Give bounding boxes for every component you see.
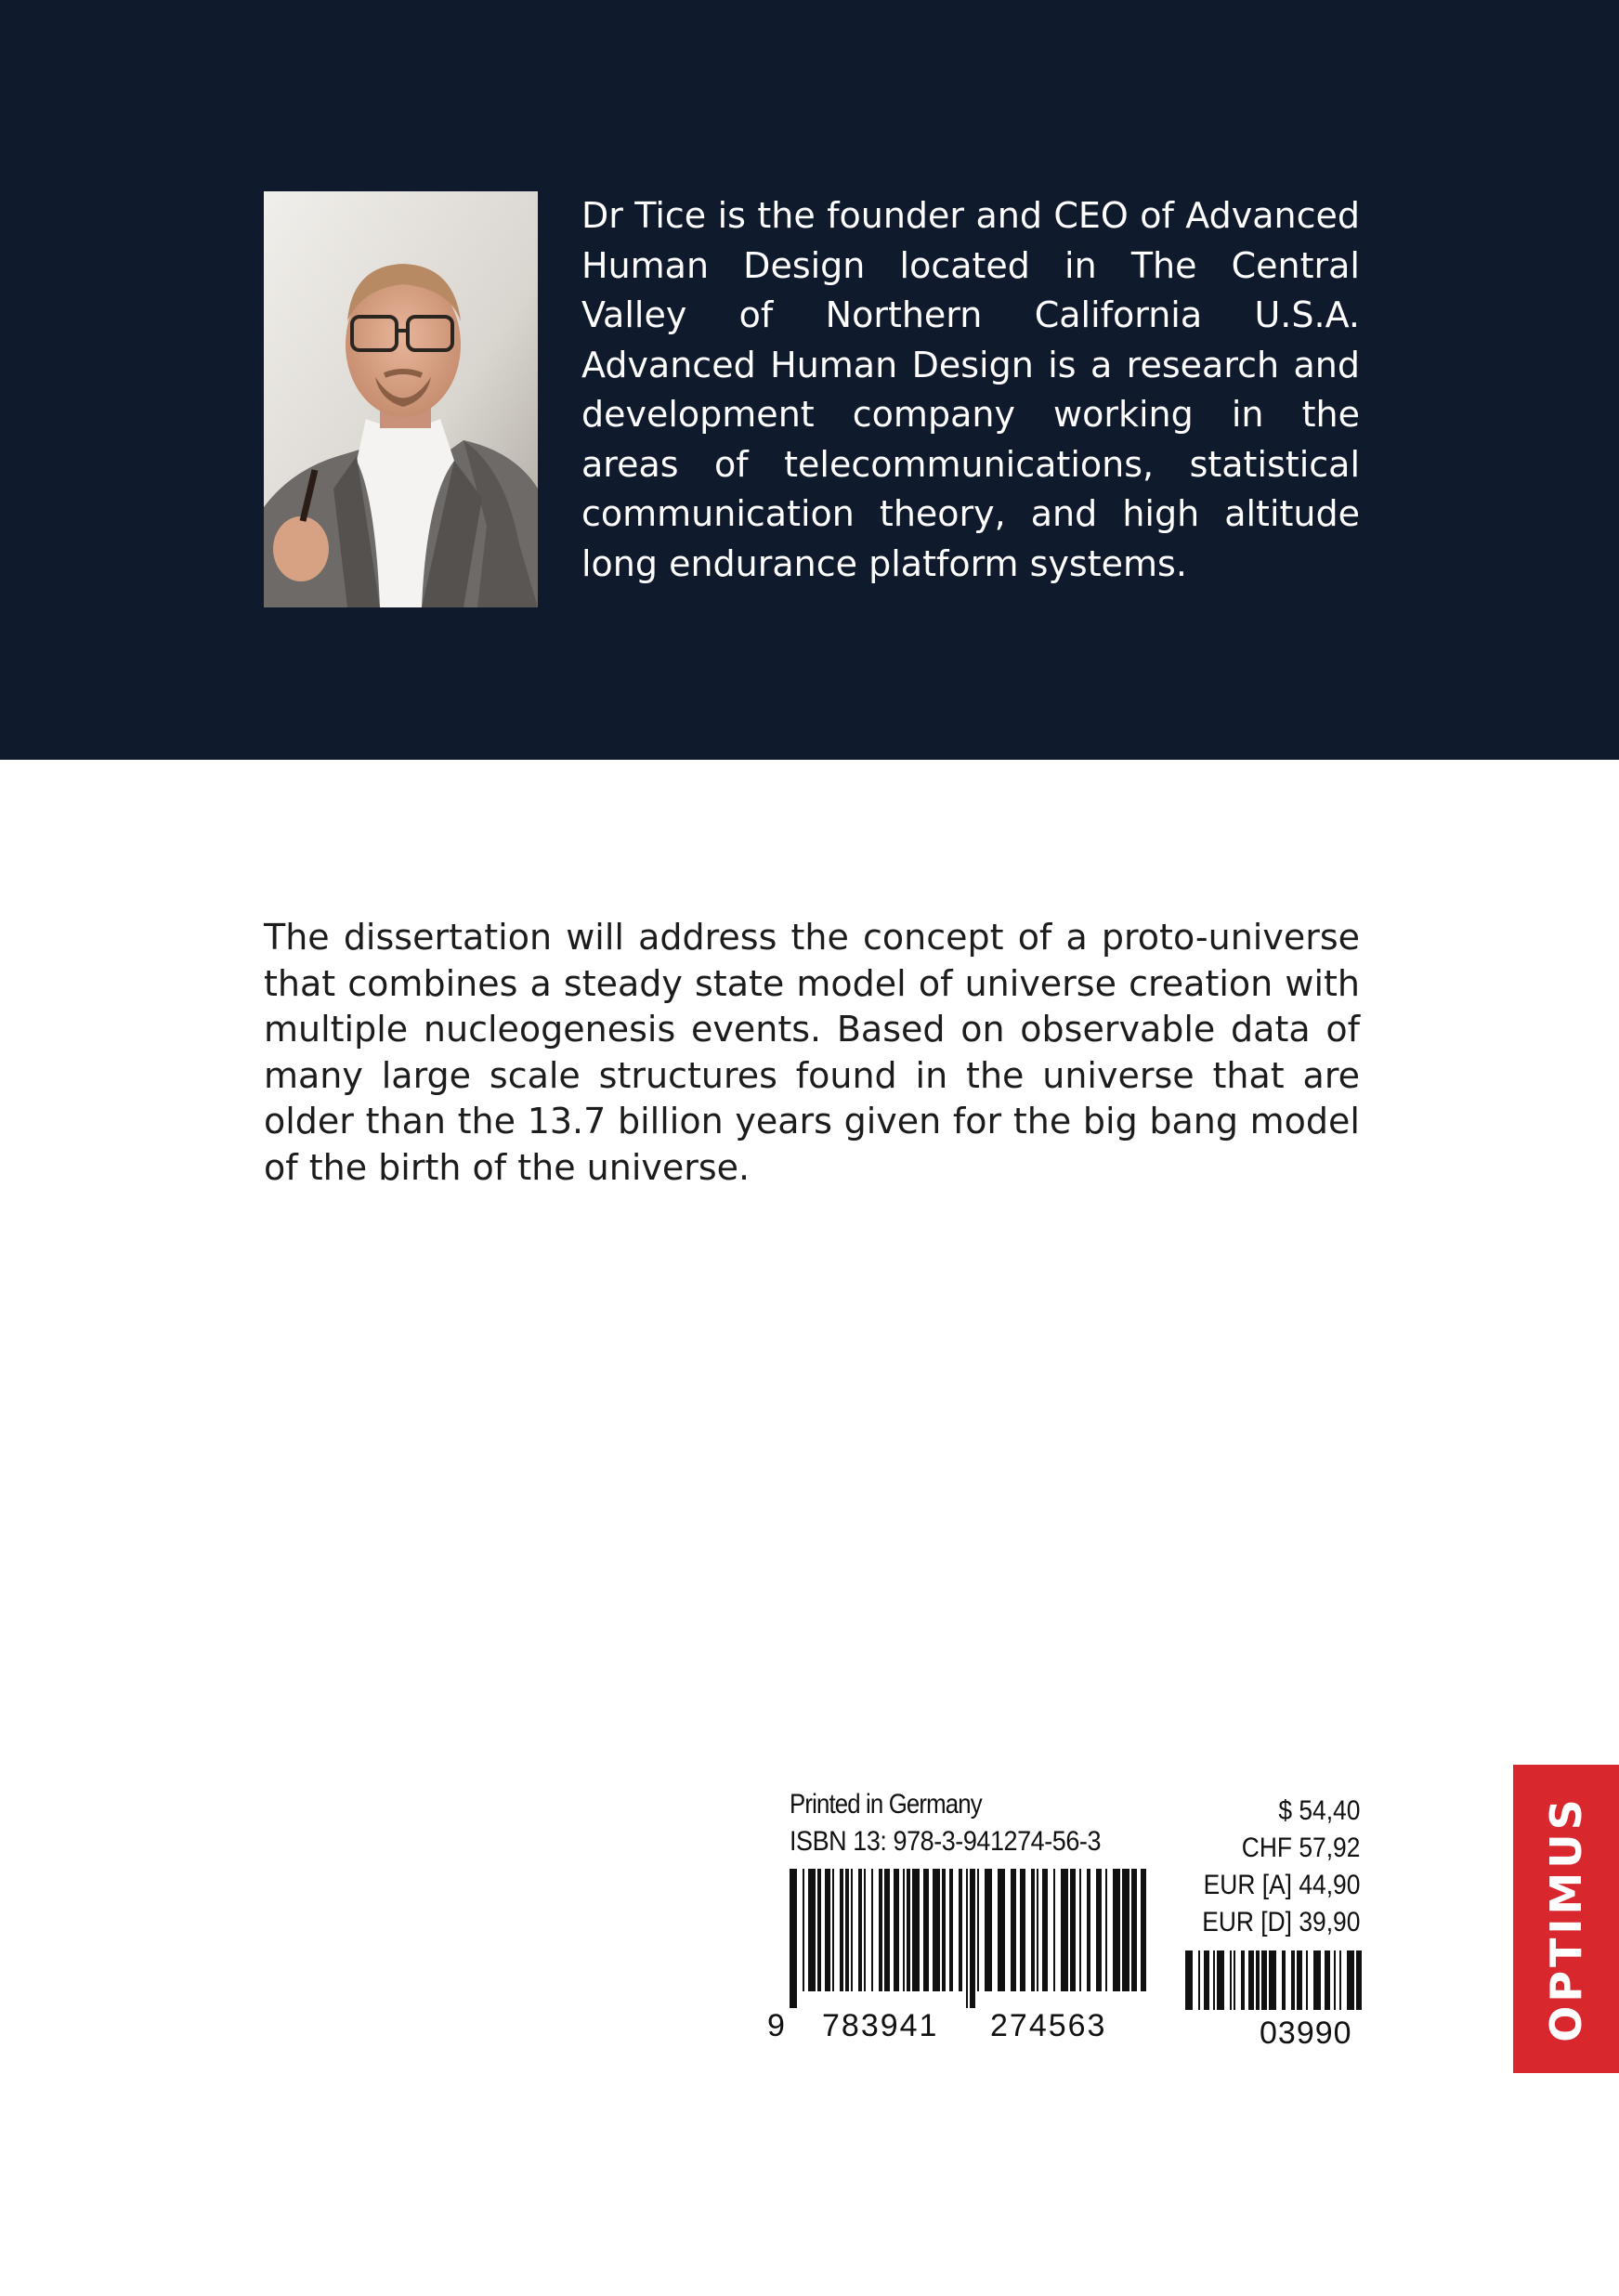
author-photo-image [264,191,538,607]
barcode-bar [907,1869,910,1991]
barcode-bar [1141,1869,1146,1991]
barcode-bar [1053,1869,1055,1991]
barcode-bar [871,1869,873,1991]
barcode-bar [923,1869,929,1991]
barcode-bar [879,1869,882,1991]
barcode-bar [858,1869,862,1991]
barcode-bar [884,1869,890,1991]
barcode-bar [1037,1869,1038,1991]
barcode-bar [1042,1869,1048,1991]
barcode-bar [803,1869,804,1991]
price-chf: CHF 57,92 [1241,1833,1360,1863]
price-code: 03990 [1260,2016,1352,2051]
barcode-bar [1334,1950,1336,2010]
barcode-bar [1079,1869,1081,1991]
barcode-bar [790,1869,797,2008]
price-eur-d: EUR [D] 39,90 [1201,1907,1360,1937]
price-usd: $ 54,40 [1277,1795,1360,1826]
isbn-label: ISBN 13: 978-3-941274-56-3 [790,1826,1102,1857]
barcode-bar [1198,1950,1200,2010]
barcode-bar [1061,1869,1068,1991]
isbn-barcode [790,1869,1152,2008]
barcode-bar [1234,1950,1235,2010]
author-photo [264,191,538,607]
barcode-bar [1011,1869,1016,1991]
barcode-bar [845,1869,849,1991]
price-list [1202,1793,1360,1941]
barcode-bar [1347,1950,1354,2010]
barcode-bar [959,1869,962,1991]
barcode-bar [1020,1869,1025,1991]
barcode-bar [825,1869,830,1991]
barcode-bar [1356,1950,1362,2010]
barcode-bar [864,1869,866,1991]
barcode-bar [808,1869,816,1991]
barcode-bar [1248,1950,1254,2010]
barcode-bar [1031,1869,1035,1991]
barcode-bar [894,1869,899,1991]
barcode-bar [1105,1869,1107,1991]
printed-in-label: Printed in Germany [790,1789,982,1820]
barcode-bar [970,1869,975,2008]
barcode-bar [1087,1869,1090,1991]
barcode-bar [933,1869,940,1991]
barcode-bar [942,1869,946,1991]
barcode-bar [998,1869,1005,1991]
barcode-bar [1213,1950,1215,2010]
barcode-bar [832,1869,834,1991]
barcode-digits-left: 783941 [822,2008,939,2043]
barcode-bar [817,1869,821,1991]
barcode-bar [1269,1950,1276,2010]
barcode-digit-first: 9 [767,2008,785,2043]
barcode-bar [985,1869,992,1991]
barcode-digits-right: 274563 [990,2008,1107,2043]
barcode-bar [977,1869,979,1991]
barcode-bar [1204,1950,1209,2010]
barcode-bar [1306,1950,1308,2010]
price-barcode [1185,1950,1362,2010]
author-bio: Dr Tice is the founder and CEO of Advanced Human Design located in The Central Valley of Northern California U.S.A. Advanced Human Design is a research and development company working in the areas of telecommunications, statistical communication theory, and high altitude long endurance platform systems. [581,195,1360,584]
barcode-bar [1185,1950,1193,2010]
publisher-tab [1513,1765,1619,2073]
barcode-bar [1256,1950,1260,2010]
barcode-bar [1070,1869,1076,1991]
book-abstract: The dissertation will address the concept of a proto-universe that combines a steady state model of universe creation with multiple nucleogenesis events. Based on observable data of many large scale structures found in the universe that are older than the 13.7 billion years given for the big bang model of the birth of the universe. [264,917,1360,1188]
barcode-bar [1325,1950,1330,2010]
barcode-bar [1241,1950,1245,2010]
barcode-bar [966,1869,968,2008]
barcode-bar [1113,1869,1120,1991]
barcode-bar [1291,1950,1295,2010]
barcode-bar [1261,1950,1267,2010]
barcode-bar [903,1869,905,1991]
barcode-bar [1297,1950,1302,2010]
price-eur-a: EUR [A] 44,90 [1203,1870,1360,1900]
barcode-bar [912,1869,920,1991]
barcode-bar [1230,1950,1232,2010]
barcode-bar [1313,1950,1321,2010]
barcode-bar [1122,1869,1129,1991]
barcode-bar [1131,1869,1137,1991]
publisher-name: OPTIMUS [1541,1795,1592,2042]
barcode-bar [840,1869,843,1991]
barcode-bar [949,1869,953,1991]
barcode-bar [1282,1950,1286,2010]
barcode-bar [851,1869,853,1991]
barcode-bar [1217,1950,1224,2010]
barcode-bar [1096,1869,1102,1991]
barcode-bar [1339,1950,1341,2010]
